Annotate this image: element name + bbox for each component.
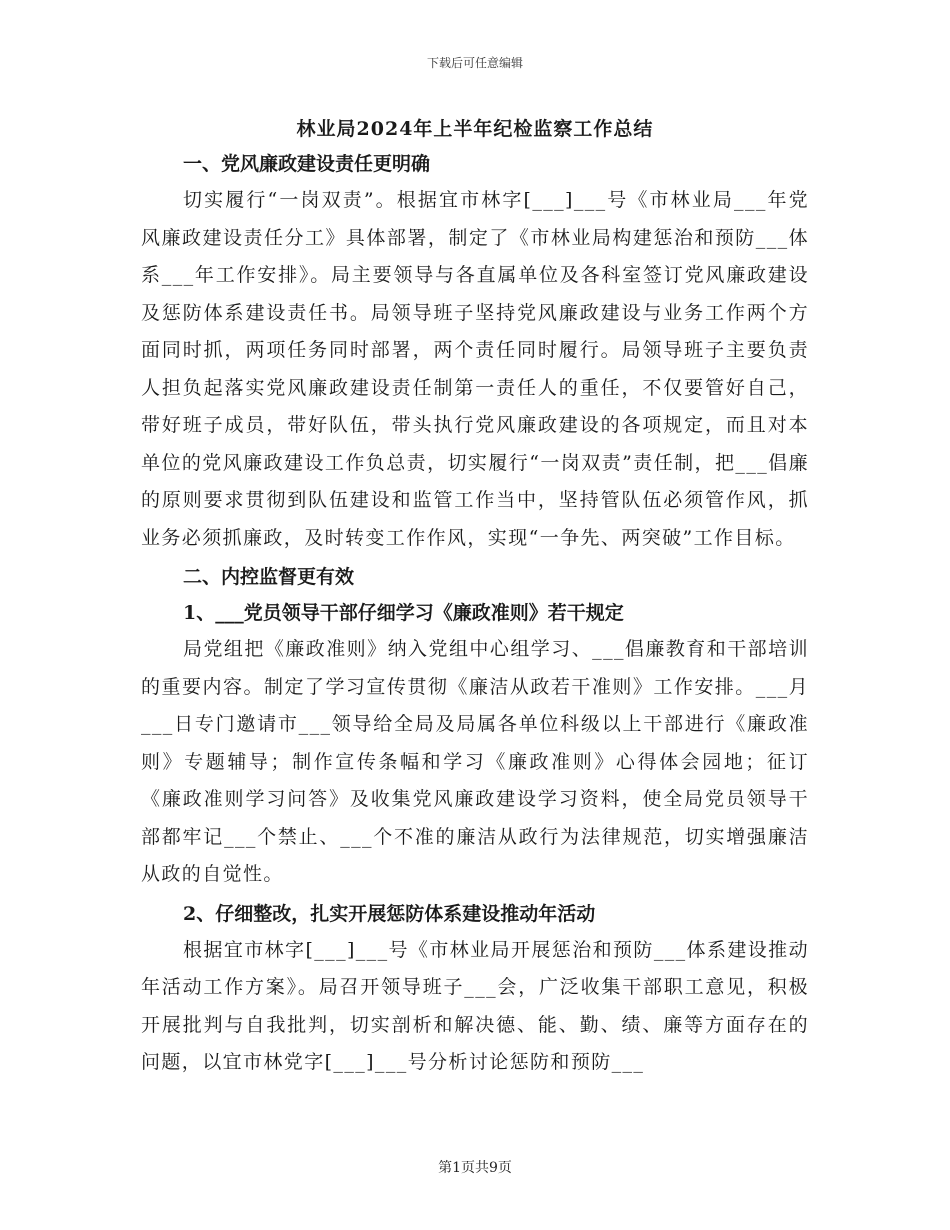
subsection-2-heading: 2、仔细整改，扎实开展惩防体系建设推动年活动 bbox=[183, 902, 596, 925]
section-2-heading: 二、内控监督更有效 bbox=[183, 566, 355, 588]
document-title: 林业局2024年上半年纪检监察工作总结 bbox=[296, 118, 654, 140]
page-footer: 第1页共9页 bbox=[438, 1160, 512, 1176]
subsection-1-paragraph: 局党组把《廉政准则》纳入党组中心组学习、___倡廉教育和干部培训的重要内容。制定了学习宣传贯彻《廉洁从政若干准则》工作安排。___月___日专门邀请市___领导给全局及局属各单位科级以上干部进行《廉政准则》专题辅导；制作宣传条幅和学习《廉政准则》心得体会园地；征订《廉政准则学习问答》及收集党风廉政建设学习资料，使全局党员领导干部都牢记___个禁止、___个不准的廉洁从政行为法律规范，切实增强廉洁从政的自觉性。 bbox=[141, 638, 809, 885]
section-1-paragraph: 切实履行“一岗双责”。根据宜市林字[___]___号《市林业局___年党风廉政建设责任分工》具体部署，制定了《市林业局构建惩治和预防___体系___年工作安排》。局主要领导与各直属单位及各科室签订党风廉政建设及惩防体系建设责任书。局领导班子坚持党风廉政建设与业务工作两个方面同时抓，两项任务同时部署，两个责任同时履行。局领导班子主要负责人担负起落实党风廉政建设责任制第一责任人的重任，不仅要管好自己，带好班子成员，带好队伍，带头执行党风廉政建设的各项规定，而且对本单位的党风廉政建设工作负总责，切实履行“一岗双责”责任制，把___倡廉的原则要求贯彻到队伍建设和监管工作当中，坚持管队伍必须管作风，抓业务必须抓廉政，及时转变工作作风，实现“一争先、两突破”工作目标。 bbox=[141, 189, 809, 549]
subsection-2-paragraph: 根据宜市林字[___]___号《市林业局开展惩治和预防___体系建设推动年活动工作方案》。局召开领导班子___会，广泛收集干部职工意见，积极开展批判与自我批判，切实剖析和解决德、能、勤、绩、廉等方面存在的问题，以宜市林党字[___]___号分析讨论惩防和预防___ bbox=[141, 938, 809, 1073]
subsection-1-heading: 1、___党员领导干部仔细学习《廉政准则》若干规定 bbox=[183, 602, 624, 624]
document-body bbox=[141, 146, 809, 1082]
header-note: 下载后可任意编辑 bbox=[426, 56, 523, 70]
section-1-heading: 一、党风廉政建设责任更明确 bbox=[183, 153, 431, 175]
